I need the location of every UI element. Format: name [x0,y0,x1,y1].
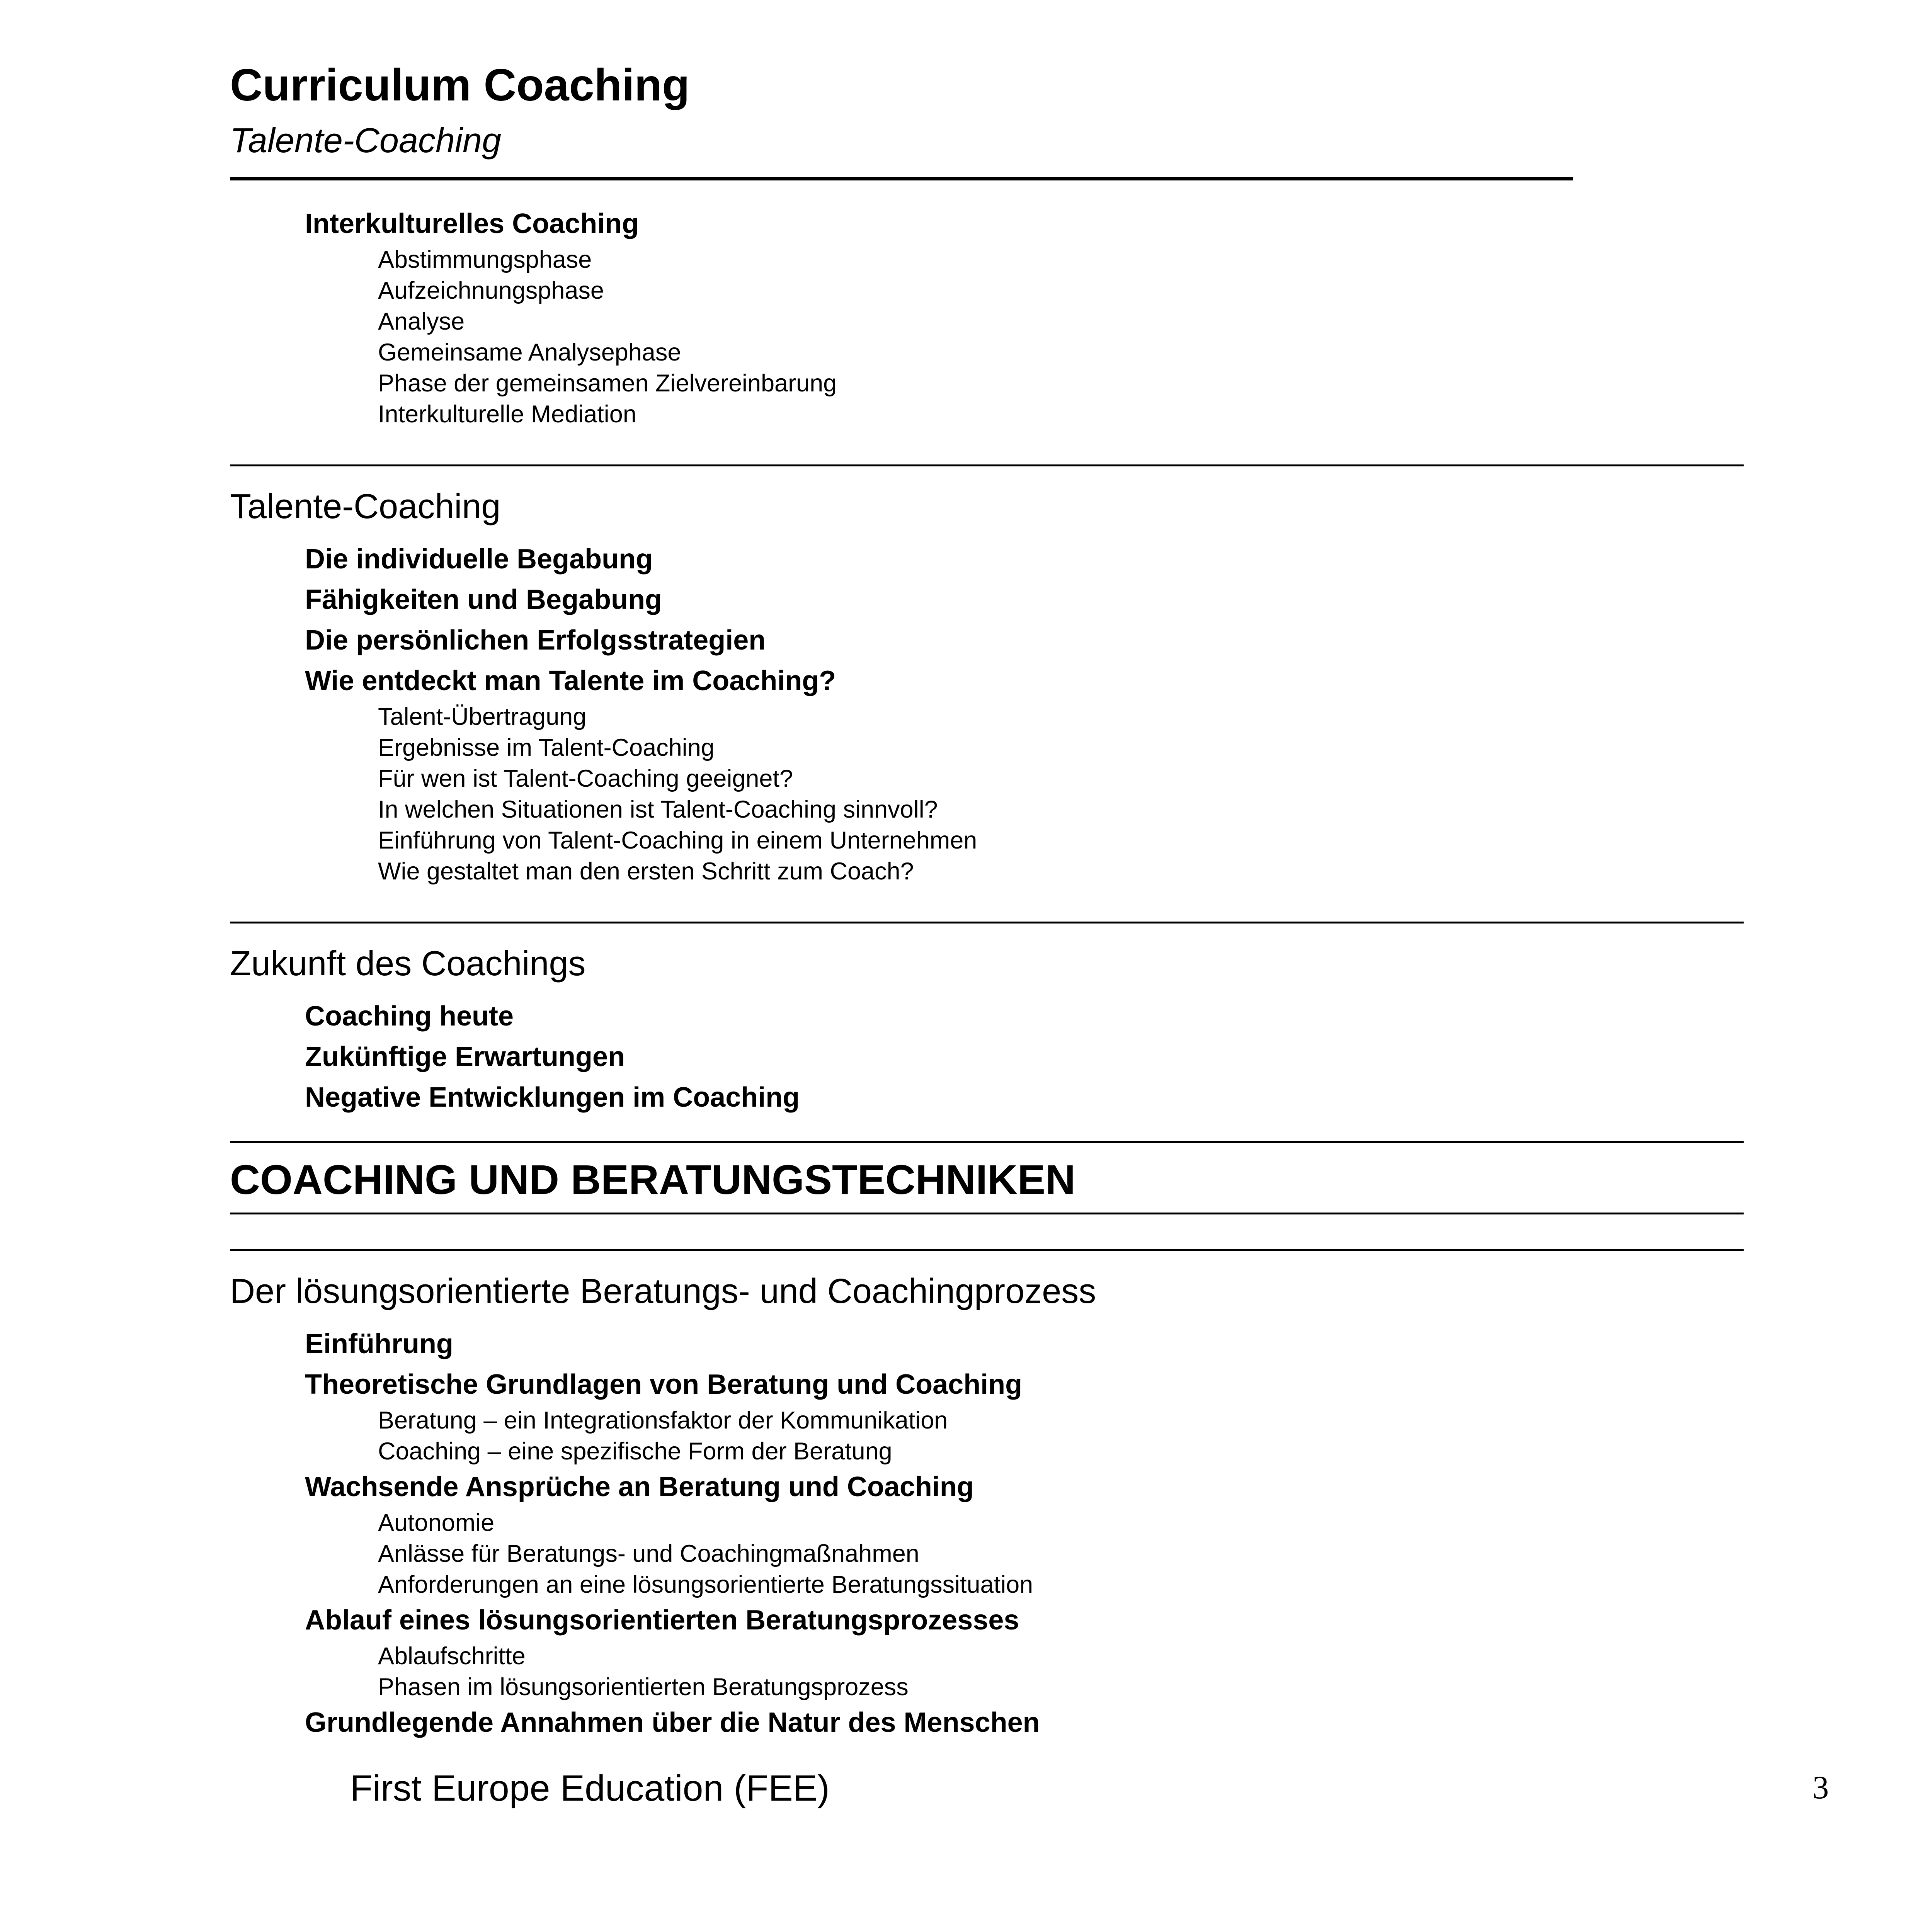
toc-item: Beratung – ein Integrationsfaktor der Kommunikation [378,1407,948,1434]
toc-item: Gemeinsame Analysephase [378,339,681,366]
toc-item: Coaching – eine spezifische Form der Beratung [378,1438,892,1465]
toc-item: Anforderungen an eine lösungsorientierte Beratungssituation [378,1571,1033,1598]
toc-item: Abstimmungsphase [378,246,592,273]
toc-heading: Theoretische Grundlagen von Beratung und Coaching [305,1369,1023,1400]
toc-heading: Die individuelle Begabung [305,544,653,575]
toc-item: Aufzeichnungsphase [378,277,604,304]
section-divider [230,922,1744,923]
section-title: Talente-Coaching [230,487,501,526]
chapter-divider [230,1141,1744,1143]
toc-item: Phase der gemeinsamen Zielvereinbarung [378,370,837,397]
page-footer [230,1766,1916,1810]
toc-heading: Zukünftige Erwartungen [305,1041,625,1072]
toc-item: Talent-Übertragung [378,703,587,730]
chapter-title: COACHING UND BERATUNGSTECHNIKEN [230,1156,1076,1203]
toc-heading: Ablauf eines lösungsorientierten Beratungsprozesses [305,1605,1019,1636]
toc-item: Ergebnisse im Talent-Coaching [378,734,715,761]
header-divider [230,177,1573,180]
toc-item: Interkulturelle Mediation [378,401,636,428]
toc-heading: Wie entdeckt man Talente im Coaching? [305,665,836,696]
page-subtitle: Talente-Coaching [230,121,502,160]
toc-item: Ablaufschritte [378,1643,526,1670]
toc-heading: Coaching heute [305,1001,514,1032]
toc-heading: Einführung [305,1328,453,1359]
toc-item: Wie gestaltet man den ersten Schritt zum Coach? [378,858,914,885]
toc-heading: Interkulturelles Coaching [305,208,639,239]
section-title: Der lösungsorientierte Beratungs- und Coachingprozess [230,1272,1096,1311]
page-number: 3 [1812,1769,1829,1806]
toc-item: Einführung von Talent-Coaching in einem Unternehmen [378,827,977,854]
toc-heading: Fähigkeiten und Begabung [305,584,662,615]
toc-item: Analyse [378,308,465,335]
toc-item: In welchen Situationen ist Talent-Coaching sinnvoll? [378,796,938,823]
page-title: Curriculum Coaching [230,60,690,110]
section-divider [230,1249,1744,1251]
toc-heading: Wachsende Ansprüche an Beratung und Coaching [305,1471,974,1502]
section-title: Zukunft des Coachings [230,944,586,983]
toc-heading: Grundlegende Annahmen über die Natur des Menschen [305,1707,1040,1738]
toc-heading: Negative Entwicklungen im Coaching [305,1082,800,1113]
toc-item: Autonomie [378,1509,495,1536]
toc-item: Phasen im lösungsorientierten Beratungsprozess [378,1673,909,1701]
section-divider [230,464,1744,466]
toc-heading: Die persönlichen Erfolgsstrategien [305,625,766,656]
toc-item: Anlässe für Beratungs- und Coachingmaßnahmen [378,1540,919,1567]
toc-item: Für wen ist Talent-Coaching geeignet? [378,765,793,792]
footer-text: First Europe Education (FEE) [350,1768,830,1809]
